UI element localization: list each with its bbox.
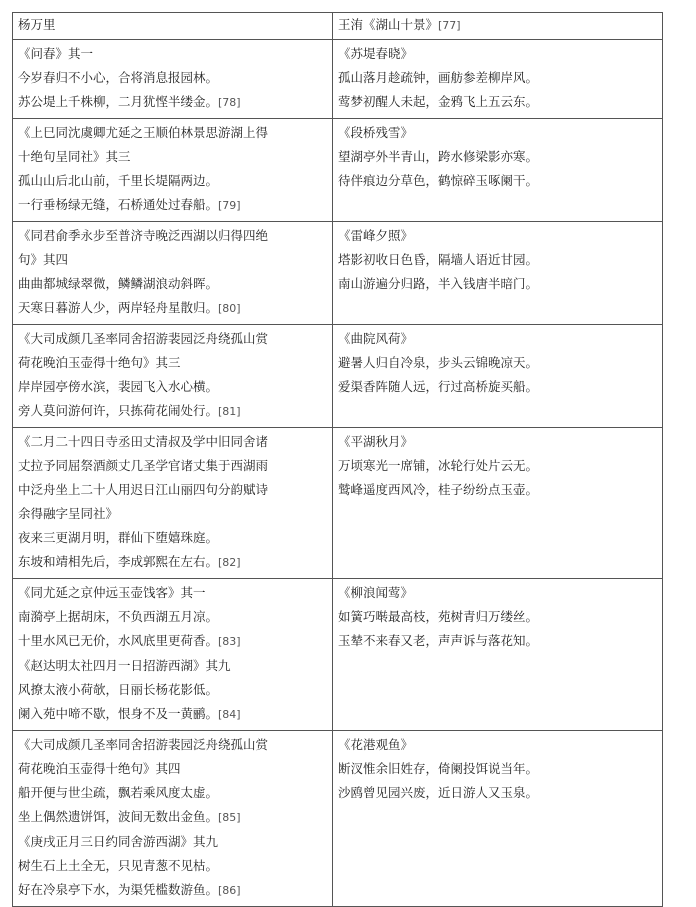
poem-line-text: 《二月二十四日寺丞田丈清叔及学中旧同舍诸 (18, 434, 269, 449)
poem-line-text: 孤山落月趁疏钟，画舫参差柳岸风。 (338, 70, 539, 85)
poem-line-text: 待伴痕边分草色，鹤惊碎玉啄阑干。 (338, 173, 539, 188)
poem-line (18, 169, 328, 193)
poem-line-text: 旁人莫问游何许，只拣荷花闹处行。 (18, 403, 219, 418)
poem-line (18, 805, 328, 830)
poem-line-text: 句》其四 (18, 252, 69, 267)
poem-line (18, 272, 328, 296)
poem-line (338, 478, 658, 502)
poem-line (338, 375, 658, 399)
poem-line-text: 沙鸥曾见园兴废，近日游人又玉泉。 (338, 785, 539, 800)
yang-wanli-cell (13, 428, 333, 579)
poem-line (18, 878, 328, 903)
poem-line (338, 145, 658, 169)
table-row (13, 40, 663, 119)
poem-line (18, 248, 328, 272)
yang-wanli-cell (13, 222, 333, 325)
poem-line-text: 塔影初收日色昏，隔墙人语近甘园。 (338, 252, 539, 267)
poem-line (18, 478, 328, 502)
poem-line (18, 66, 328, 90)
footnote-ref: [82] (218, 556, 241, 569)
poem-line-text: 《大司成颜几圣率同舍招游裴园泛舟绕孤山赏 (18, 331, 269, 346)
poem-line (338, 248, 658, 272)
poem-line (18, 733, 328, 757)
poem-line (338, 121, 658, 145)
poem-line (18, 296, 328, 321)
yang-wanli-cell (13, 119, 333, 222)
poem-line-text: 《同君俞季永步至普济寺晚泛西湖以归得四绝 (18, 228, 269, 243)
table-row (13, 119, 663, 222)
poem-line-text: 好在冷泉亭下水，为渠凭槛数游鱼。 (18, 882, 219, 897)
poem-line-text: 如簧巧啭最高枝，苑树青归万缕丝。 (338, 609, 539, 624)
poem-line-text: 中泛舟坐上二十人用迟日江山丽四句分韵赋诗 (18, 482, 269, 497)
wang-wei-cell (333, 579, 663, 731)
poem-line (18, 526, 328, 550)
poem-line (18, 757, 328, 781)
poem-line (338, 327, 658, 351)
poem-line-text: 荷花晚泊玉壶得十绝句》其三 (18, 355, 181, 370)
poem-line-text: 《问春》其一 (18, 46, 94, 61)
table-row (13, 222, 663, 325)
footnote-ref: [79] (218, 199, 241, 212)
table-row (13, 325, 663, 428)
poem-line (18, 327, 328, 351)
poem-line-text: 万顷寒光一席铺，冰轮行处片云无。 (338, 458, 539, 473)
wang-wei-cell (333, 119, 663, 222)
poem-line-text: 南漪亭上据胡床，不负西湖五月凉。 (18, 609, 219, 624)
yang-wanli-cell (13, 579, 333, 731)
poem-line (338, 272, 658, 296)
table-header-row (13, 13, 663, 40)
poem-line (338, 224, 658, 248)
poem-line-text: 《同尤延之京仲远玉壶饯客》其一 (18, 585, 206, 600)
footnote-ref: [81] (218, 405, 241, 418)
poem-line (338, 605, 658, 629)
footnote-ref: [78] (218, 96, 241, 109)
footnote-ref: [86] (218, 884, 241, 897)
poem-line-text: 岸岸园亭傍水滨，裴园飞入水心横。 (18, 379, 219, 394)
poem-line (338, 169, 658, 193)
footnote-ref: [77] (438, 19, 461, 32)
footnote-ref: [80] (218, 302, 241, 315)
poem-line-text: 断汊惟余旧姓存，倚阑投饵说当年。 (338, 761, 539, 776)
poem-line (338, 581, 658, 605)
poem-line (18, 830, 328, 854)
poem-line-text: 《雷峰夕照》 (338, 228, 414, 243)
poem-line-text: 望湖亭外半青山，跨水修梁影亦寒。 (338, 149, 539, 164)
poem-line-text: 坐上偶然遗饼饵，波间无数出金鱼。 (18, 809, 219, 824)
poem-line (338, 90, 658, 114)
poem-line (338, 351, 658, 375)
poem-line (18, 629, 328, 654)
yang-wanli-cell (13, 325, 333, 428)
footnote-ref: [84] (218, 708, 241, 721)
poem-line (18, 678, 328, 702)
poem-line-text: 《曲院风荷》 (338, 331, 414, 346)
poem-line (18, 430, 328, 454)
poem-line-text: 十绝句呈同社》其三 (18, 149, 131, 164)
poem-line-text: 船开便与世尘疏，飘若乘风度太虚。 (18, 785, 219, 800)
poem-line (338, 454, 658, 478)
poem-line (18, 399, 328, 424)
poem-line-text: 东坡和靖相先后，李成郭熙在左右。 (18, 554, 219, 569)
poem-line (18, 781, 328, 805)
poem-line (18, 224, 328, 248)
table-body (13, 40, 663, 907)
poem-line-text: 《大司成颜几圣率同舍招游裴园泛舟绕孤山赏 (18, 737, 269, 752)
poem-line (18, 581, 328, 605)
poem-line-text: 南山游遍分归路，半入钱唐半暗门。 (338, 276, 539, 291)
wang-wei-cell (333, 40, 663, 119)
poem-line-text: 丈拉予同屈祭酒颜丈几圣学官诸丈集于西湖雨 (18, 458, 269, 473)
poem-line-text: 鹫峰遥度西风冷，桂子纷纷点玉壶。 (338, 482, 539, 497)
poem-line-text: 苏公堤上千株柳，二月犹悭半缕金。 (18, 94, 219, 109)
table-row (13, 428, 663, 579)
poem-line-text: 《庚戌正月三日约同舍游西湖》其九 (18, 834, 219, 849)
poem-line-text: 孤山山后北山前，千里长堤隔两边。 (18, 173, 219, 188)
poem-line (18, 854, 328, 878)
footnote-ref: [83] (218, 635, 241, 648)
poem-comparison-table (12, 12, 663, 907)
poem-line-text: 避暑人归自冷泉，步头云锦晚凉天。 (338, 355, 539, 370)
poem-line-text: 爱渠香阵随人远，行过高桥旋买船。 (338, 379, 539, 394)
yang-wanli-cell (13, 731, 333, 907)
poem-line-text: 今岁春归不小心，合将消息报园林。 (18, 70, 219, 85)
poem-line (18, 454, 328, 478)
poem-line (338, 733, 658, 757)
table-row (13, 579, 663, 731)
poem-line-text: 荷花晚泊玉壶得十绝句》其四 (18, 761, 181, 776)
poem-line-text: 《花港观鱼》 (338, 737, 414, 752)
poem-line-text: 《苏堤春晓》 (338, 46, 414, 61)
poem-line-text: 玉辇不来春又老，声声诉与落花知。 (338, 633, 539, 648)
poem-line-text: 天寒日暮游人少，两岸轻舟星散归。 (18, 300, 219, 315)
poem-line-text: 《平湖秋月》 (338, 434, 414, 449)
poem-line-text: 曲曲都城绿翠微，鳞鳞湖浪动斜晖。 (18, 276, 219, 291)
poem-line-text: 《上巳同沈虞卿尤延之王顺伯林景思游湖上得 (18, 125, 269, 140)
yang-wanli-cell (13, 40, 333, 119)
poem-line (18, 702, 328, 727)
poem-line (18, 605, 328, 629)
poem-line (338, 66, 658, 90)
header-wang-wei (333, 13, 663, 40)
poem-line (338, 42, 658, 66)
poem-line (18, 550, 328, 575)
wang-wei-cell (333, 731, 663, 907)
header-left-text: 杨万里 (18, 17, 56, 32)
wang-wei-cell (333, 325, 663, 428)
wang-wei-cell (333, 428, 663, 579)
poem-line-text: 《柳浪闻莺》 (338, 585, 414, 600)
poem-line (338, 757, 658, 781)
poem-line-text: 莺梦初醒人未起，金鸦飞上五云东。 (338, 94, 539, 109)
poem-line (18, 502, 328, 526)
header-yang-wanli (13, 13, 333, 40)
poem-line-text: 十里水风已无价，水风底里更荷香。 (18, 633, 219, 648)
poem-line (18, 42, 328, 66)
poem-line-text: 《赵达明太社四月一日招游西湖》其九 (18, 658, 231, 673)
header-right-title: 王洧《湖山十景》 (338, 17, 439, 32)
poem-line-text: 风撩太液小荷欹，日丽长杨花影低。 (18, 682, 219, 697)
poem-line-text: 夜来三更湖月明，群仙下堕嬉珠庭。 (18, 530, 219, 545)
poem-line-text: 《段桥残雪》 (338, 125, 414, 140)
poem-line (18, 375, 328, 399)
poem-line (18, 193, 328, 218)
poem-line (338, 629, 658, 653)
poem-line-text: 树生石上土全无，只见青葱不见枯。 (18, 858, 219, 873)
poem-line-text: 一行垂杨绿无缝，石桥通处过春船。 (18, 197, 219, 212)
poem-line (338, 781, 658, 805)
poem-line (18, 351, 328, 375)
poem-line (18, 90, 328, 115)
poem-line (18, 121, 328, 145)
poem-line-text: 阑入苑中啼不歇，恨身不及一黄鹂。 (18, 706, 219, 721)
wang-wei-cell (333, 222, 663, 325)
poem-line (338, 430, 658, 454)
table-row (13, 731, 663, 907)
poem-line-text: 余得融字呈同社》 (18, 506, 119, 521)
poem-line (18, 654, 328, 678)
footnote-ref: [85] (218, 811, 241, 824)
poem-line (18, 145, 328, 169)
